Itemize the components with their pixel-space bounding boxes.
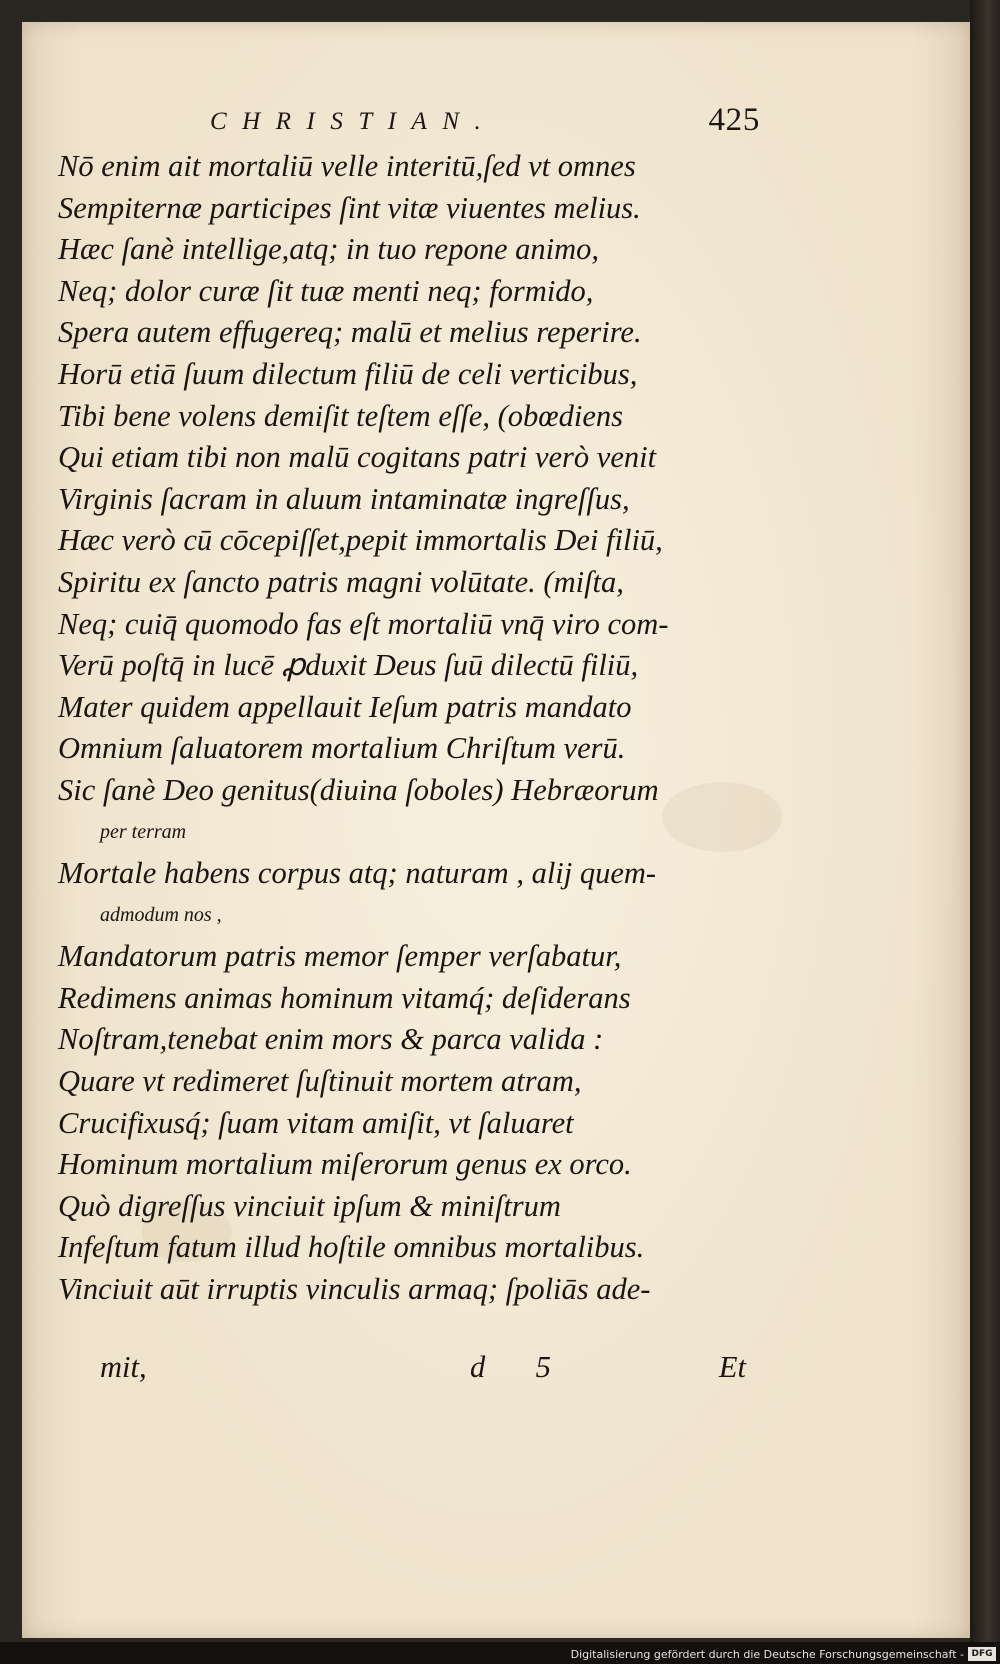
verse-line: Sempiternæ participes ſint vitæ viuentes melius. — [58, 190, 641, 225]
verse-line: Mater quidem appellauit Ieſum patris mandato — [58, 689, 632, 724]
final-line-fragment: mit, — [100, 1350, 147, 1384]
page-footer — [58, 1350, 746, 1392]
verse-line: Mandatorum patris memor ſemper verſabatur, — [58, 939, 622, 974]
verse-line: Horū etiā ſuum dilectum filiū de celi verticibus, — [58, 356, 638, 391]
signature-mark: d 5 — [470, 1350, 573, 1384]
verse-line: Vinciuit aūt irruptis vinculis armaq; ſpoliās ade- — [58, 1272, 651, 1307]
page-header — [210, 102, 760, 142]
digitization-credit-bar — [0, 1642, 1000, 1664]
verse-line: Hæc ſanè intellige,atq; in tuo repone animo, — [58, 232, 600, 267]
digitization-credit: Digitalisierung gefördert durch die Deutsche Forschungsgemeinschaft - — [570, 1648, 964, 1661]
verse-line: Quò digreſſus vinciuit ipſum & miniſtrum — [58, 1188, 561, 1223]
verse-line: Hæc verò cū cōcepiſſet,pepit immortalis Dei filiū, — [58, 523, 663, 558]
verse-line: Nō enim ait mortaliū velle interitū,ſed vt omnes — [58, 149, 636, 183]
verse-line: Redimens animas hominum vitamq́; deſiderans — [58, 980, 631, 1015]
verse-line: Neq; cuiq̄ quomodo fas eſt mortaliū vnq̄ viro com- — [58, 606, 669, 641]
book-binding-edge — [970, 0, 1000, 1664]
verse-line: Neq; dolor curæ ſit tuæ menti neq; formido, — [58, 273, 594, 308]
verse-line: Noſtram,tenebat enim mors & parca valida : — [58, 1022, 604, 1057]
verse-line: Quare vt redimeret ſuſtinuit mortem atram, — [58, 1064, 582, 1099]
verse-line: Mortale habens corpus atq; naturam , alij quem- — [58, 856, 657, 891]
verse-line: Spiritu ex ſancto patris magni volūtate. (miſta, — [58, 564, 624, 599]
running-head: CHRISTIAN. — [210, 108, 497, 135]
verse-line: Hominum mortalium miſerorum genus ex orco. — [58, 1147, 632, 1182]
verse-line: Sic ſanè Deo genitus(diuina ſoboles) Hebræorum — [58, 772, 659, 807]
verse-line: per terram — [100, 820, 187, 843]
verse-line: Spera autem effugereq; malū et melius reperire. — [58, 315, 642, 350]
verse-line: Crucifixusq́; ſuam vitam amiſit, vt ſaluaret — [58, 1105, 574, 1140]
verse-text-block — [58, 146, 748, 1311]
verse-line: Qui etiam tibi non malū cogitans patri verò venit — [58, 440, 657, 475]
verse-line: Virginis ſacram in aluum intaminatæ ingreſſus, — [58, 481, 630, 516]
catchword: Et — [718, 1350, 746, 1384]
verse-line: Tibi bene volens demiſit teſtem eſſe, (obœdiens — [58, 398, 623, 433]
page-number: 425 — [708, 102, 760, 138]
dfg-logo: DFG — [968, 1647, 996, 1661]
verse-line: Omnium ſaluatorem mortalium Chriſtum verū. — [58, 731, 626, 766]
verse-line: Infeſtum fatum illud hoſtile omnibus mortalibus. — [58, 1230, 645, 1265]
verse-line: Verū poſtq̄ in lucē ꝓduxit Deus ſuū dilectū filiū, — [58, 648, 639, 683]
verse-line: admodum nos , — [100, 903, 222, 926]
